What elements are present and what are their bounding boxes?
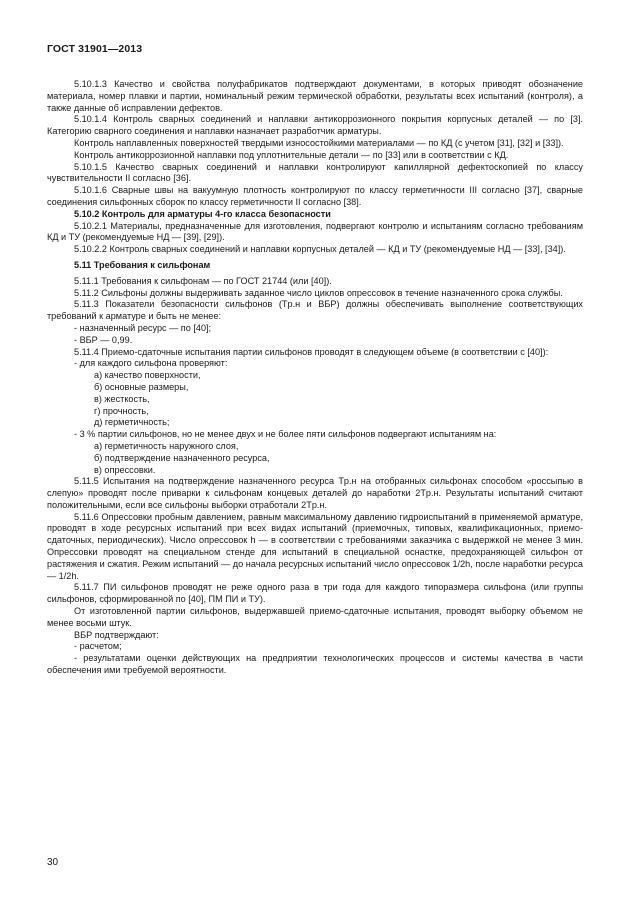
paragraph-vbr-confirm: ВБР подтверждают: — [74, 629, 159, 640]
paragraph-5-10-1-4: 5.10.1.4 Контроль сварных соединений и наплавки антикоррозионного покрытия корпусных деталей — по [3]. Категорию сварного соединения и наплавки назначает разработчик арматуры. — [47, 114, 583, 137]
sublist-item-strength: г) прочность, — [94, 405, 149, 416]
list-item-each-bellows: - для каждого сильфона проверяют: — [74, 358, 228, 369]
paragraph-5-10-1-3: 5.10.1.3 Качество и свойства полуфабрикатов подтверждают документами, в которых приводят обозначение материала, номер плавки и партии, номинальный режим термической обработки, результаты всех испытаний (контроля), а также данные об исправлении дефектов. — [47, 79, 583, 113]
paragraph-5-11-3: 5.11.3 Показатели безопасности сильфонов (Tр.н и ВБР) должны обеспечивать выполнение соответствующих требований к арматуре и быть не менее: — [47, 299, 583, 322]
sublist-item-pressure-tests: в) опрессовки. — [94, 464, 156, 475]
sublist-item-surface: а) качество поверхности, — [94, 370, 201, 381]
heading-5-11: 5.11 Требования к сильфонам — [74, 259, 211, 270]
sublist-item-resource-confirm: б) подтверждение назначенного ресурса, — [94, 452, 270, 463]
paragraph-5-10-2-1: 5.10.2.1 Материалы, предназначенные для изготовления, подвергают контролю и испытаниям согласно требованиям КД и ТУ (рекомендуемые НД — [39], [29]). — [47, 220, 583, 243]
page-number: 30 — [47, 857, 59, 868]
paragraph-anticorrosion-control: Контроль антикоррозионной наплавки под уплотнительные детали — по [33] или в соответствии с КД. — [74, 149, 509, 160]
document-body — [47, 79, 583, 677]
paragraph-5-11-7: 5.11.7 ПИ сильфонов проводят не реже одного раза в три года для каждого типоразмера сильфона (или группы сильфонов, сформированной по [40], ПМ ПИ и ТУ). — [47, 582, 583, 605]
paragraph-5-11-4: 5.11.4 Приемо-сдаточные испытания партии сильфонов проводят в следующем объеме (в соответствии с [40]): — [74, 346, 549, 357]
sublist-item-tightness: д) герметичность; — [94, 417, 170, 428]
sublist-item-stiffness: в) жесткость, — [94, 393, 150, 404]
list-item-three-percent: - 3 % партии сильфонов, но не менее двух и не более пяти сильфонов подвергают испытаниям на: — [74, 429, 497, 440]
paragraph-5-11-2: 5.11.2 Сильфоны должны выдерживать заданное число циклов опрессовок в течение назначенного срока службы. — [74, 287, 563, 298]
paragraph-hardfacing-control: Контроль наплавленных поверхностей твердыми износостойкими материалами — по КД (с учетом [31], [32] и [33]). — [74, 137, 564, 148]
list-item-vbr: - ВБР — 0,99. — [74, 334, 133, 345]
paragraph-5-11-5: 5.11.5 Испытания на подтверждение назначенного ресурса Tр.н на отобранных сильфонах способом «россыпью в слепую» проводят после приварки к сильфонам концевых деталей до наработки 2Tр.н. Результаты испытаний считают положительными, если все сильфоны выборки отработали 2Tр.н. — [47, 476, 583, 510]
document-header: ГОСТ 31901—2013 — [47, 43, 143, 55]
sublist-item-dimensions: б) основные размеры, — [94, 381, 189, 392]
sublist-item-outer-layer: а) герметичность наружного слоя, — [94, 440, 239, 451]
paragraph-5-10-1-5: 5.10.1.5 Качество сварных соединений и наплавки контролируют капиллярной дефектоскопией по классу чувствительности II согласно [36]. — [47, 161, 583, 184]
paragraph-5-10-1-6: 5.10.1.6 Сварные швы на вакуумную плотность контролируют по классу герметичности III согласно [37], сварные соединения сильфонных сборок по классу герметичности II согласно [38]. — [47, 185, 583, 207]
paragraph-5-10-2-2: 5.10.2.2 Контроль сварных соединений и наплавки корпусных деталей — КД и ТУ (рекомендуемые НД — [33], [34]). — [74, 244, 566, 255]
paragraph-sample: От изготовленной партии сильфонов, выдержавшей приемо-сдаточные испытания, проводят выборку объемом не менее восьми штук. — [47, 606, 583, 628]
paragraph-assessment-results: - результатами оценки действующих на предприятии технологических процессов и системы качества в части обеспечения ими требуемой вероятности. — [47, 653, 583, 676]
list-item-calculation: - расчетом; — [74, 641, 122, 652]
paragraph-5-11-1: 5.11.1 Требования к сильфонам — по ГОСТ 21744 (или [40]). — [74, 275, 332, 286]
heading-5-10-2: 5.10.2 Контроль для арматуры 4-го класса безопасности — [74, 208, 331, 219]
list-item-resource: - назначенный ресурс — по [40]; — [74, 322, 212, 333]
paragraph-5-11-6: 5.11.6 Опрессовки пробным давлением, равным максимальному давлению гидроиспытаний в применяемой арматуре, проводят в ходе ресурсных испытаний при всех видах испытаний (приемочных, типовых, квалификационных, приемо-сдаточных, периодических). Число опрессовок h — в соответствии с требованиями заказчика с выдержкой не менее 3 мин. Опрессовки проводят на специальном стенде для испытаний в специальной оснастке, предохраняющей сильфон от растяжения и сжатия. Режим испытаний — до начала ресурсных испытаний число опрессовок 1/2h, после наработки ресурса — 1/2h. — [47, 511, 583, 581]
